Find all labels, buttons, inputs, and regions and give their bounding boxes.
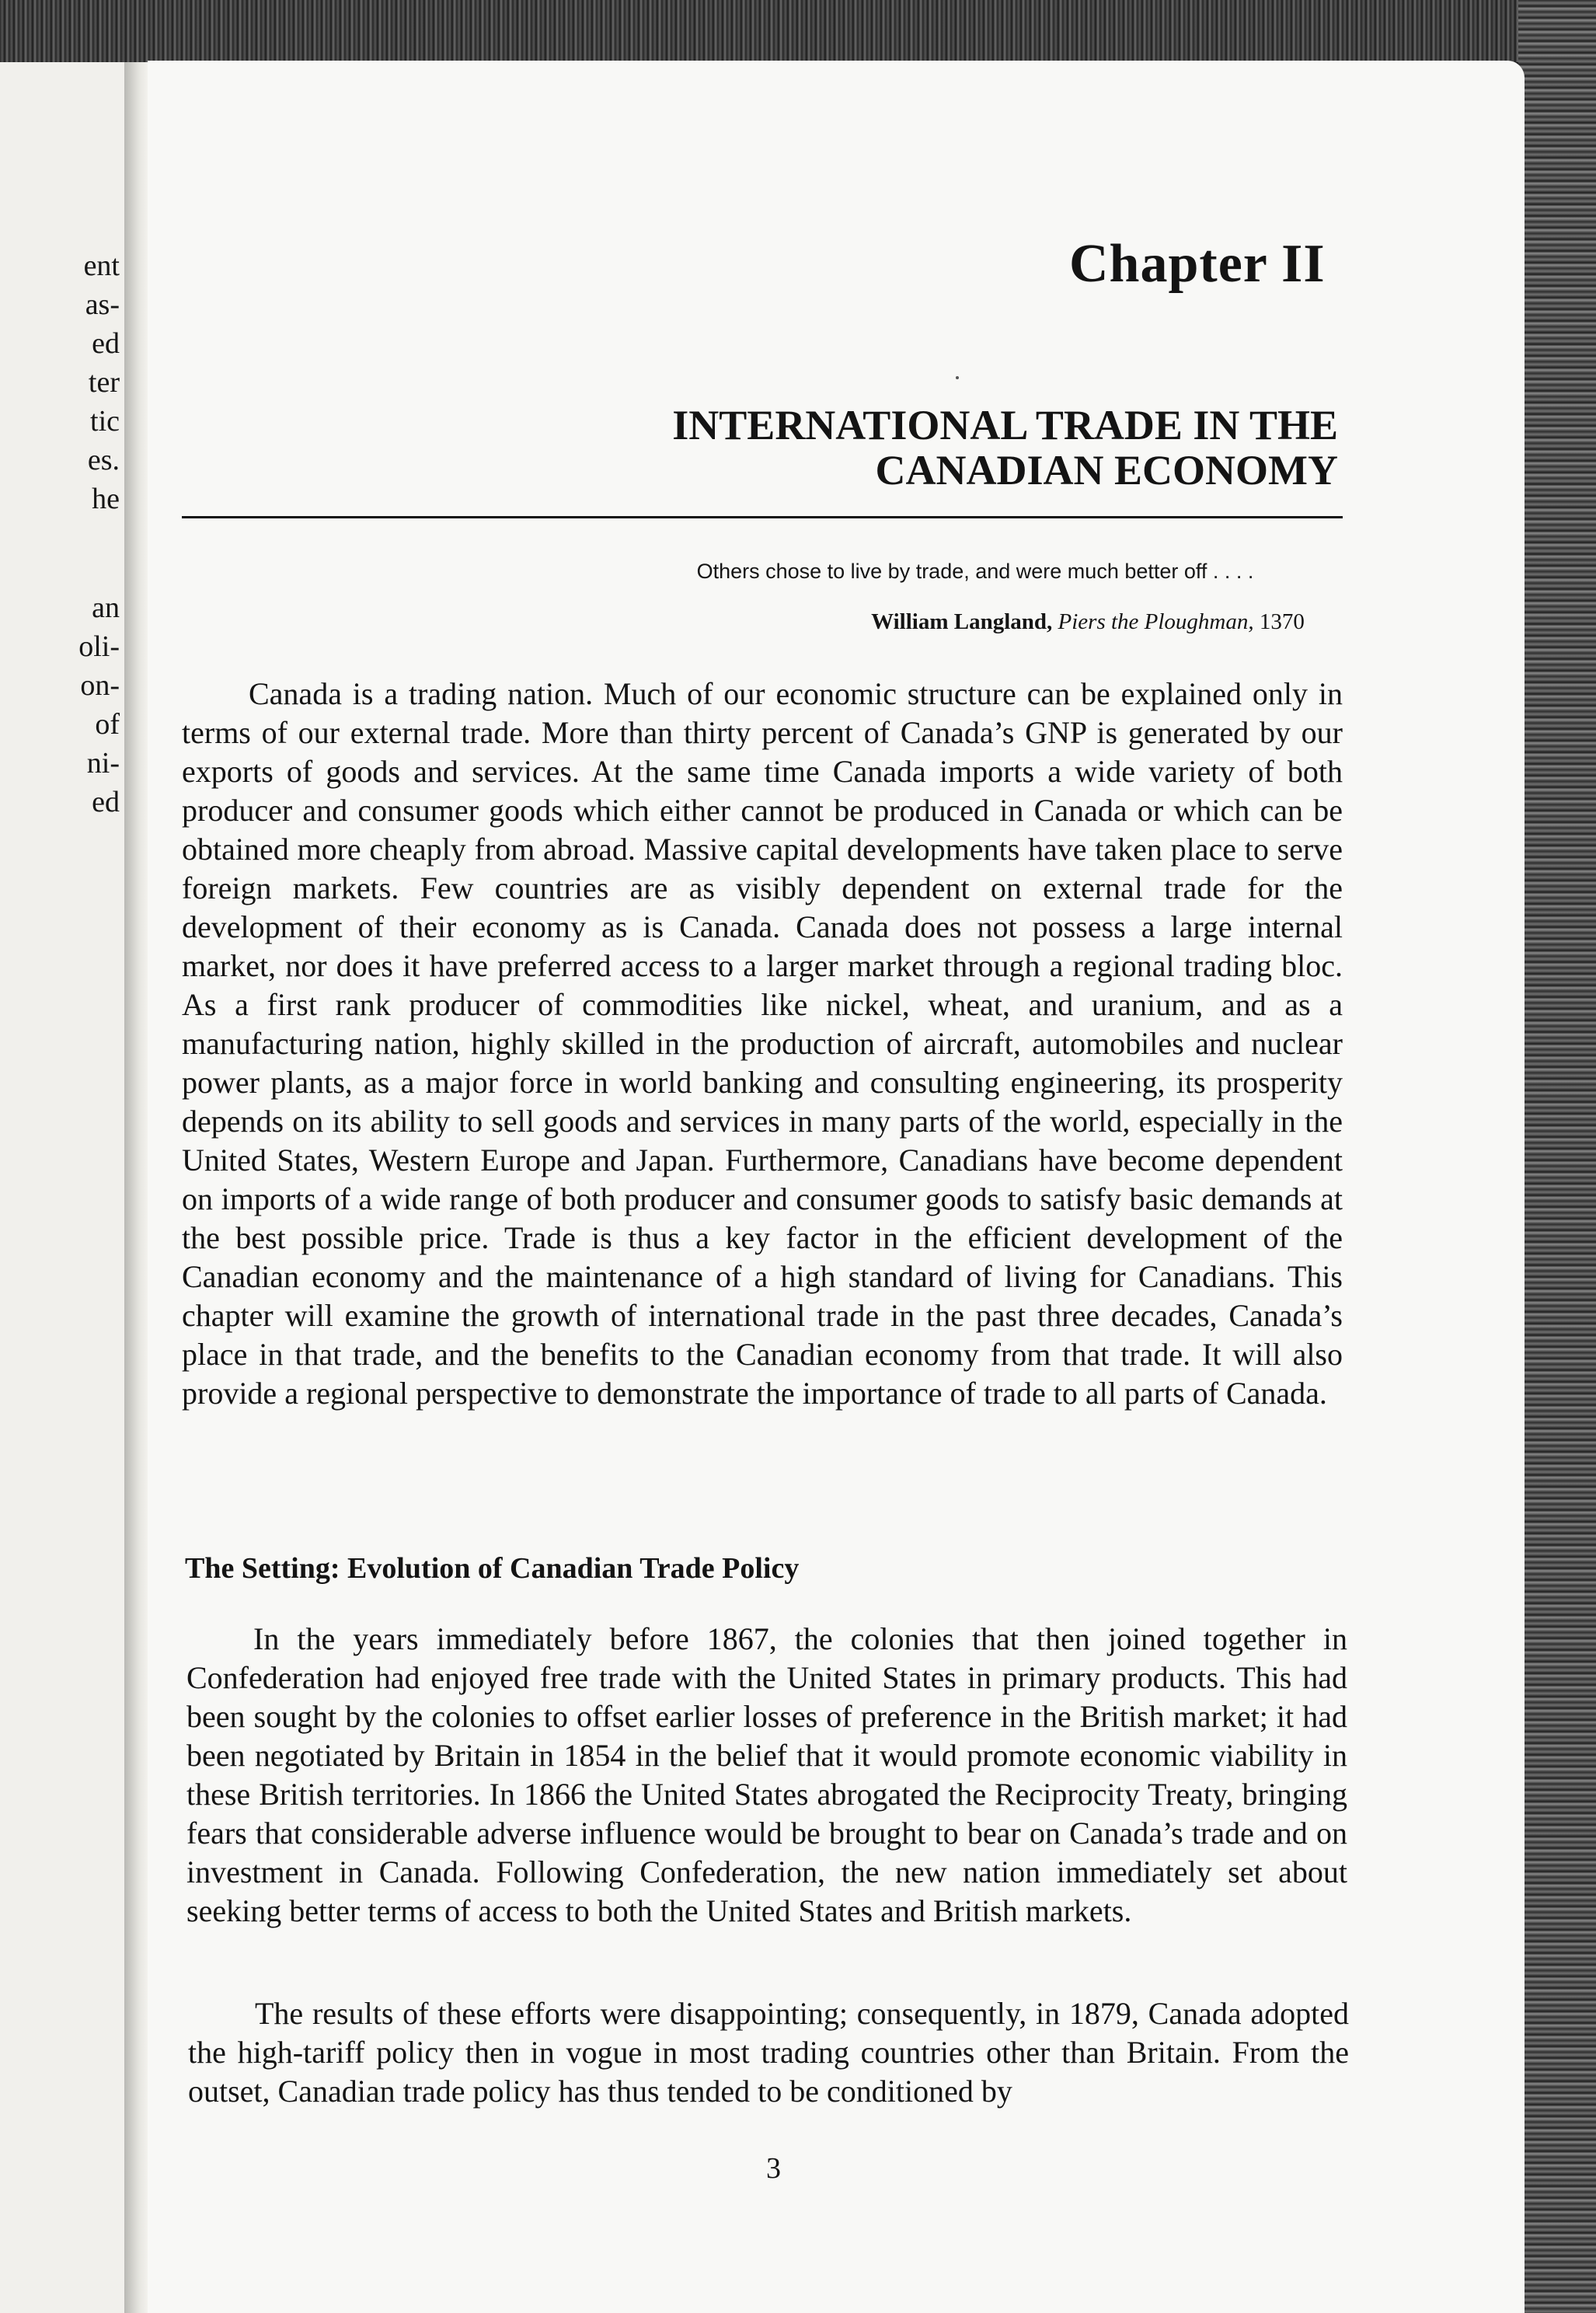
left-page-fragment: oli-	[78, 630, 120, 663]
left-page-fragment: on-	[80, 669, 120, 702]
title-divider	[182, 516, 1343, 518]
epigraph-work: Piers the Ploughman,	[1058, 609, 1254, 634]
left-page-fragment: as-	[85, 288, 120, 321]
left-page-fragment: es.	[87, 444, 120, 476]
book-gutter	[124, 62, 149, 2313]
page-number: 3	[766, 2152, 781, 2185]
left-page-fragment: he	[92, 483, 120, 515]
scan-speck	[956, 376, 959, 379]
left-page-fragment: ent	[83, 249, 120, 282]
left-page-fragment: an	[92, 591, 120, 624]
body-paragraph-2: In the years immediately before 1867, the colonies that then joined together in Confederation had enjoyed free trade with the United States in primary products. This had been sought by the colonies to offset earlier losses of preference in the British market; it had been negotiated by Britain in 1854 in the belief that it would promote economic viability in these British territories. In 1866 the United States abrogated the Reciprocity Treaty, bringing fears that considerable adverse influence would be brought to bear on Canada’s trade and on investment in Canada. Following Confederation, the new nation immediately set about seeking better terms of access to both the United States and British markets.	[186, 1621, 1347, 1928]
book-page	[148, 61, 1525, 2313]
epigraph-attribution	[754, 609, 1422, 635]
facing-page-left	[0, 62, 131, 2313]
left-page-fragment: of	[95, 708, 120, 741]
epigraph-quote: Others chose to live by trade, and were much better off . . . .	[696, 560, 1254, 583]
epigraph-year: 1370	[1259, 609, 1305, 634]
body-paragraph-3: The results of these efforts were disappointing; consequently, in 1879, Canada adopted the high-tariff policy then in vogue in most trading countries other than Britain. From the outset, Canadian trade policy has thus tended to be conditioned by	[188, 1996, 1349, 2109]
chapter-number: Chapter II	[1069, 234, 1326, 294]
left-page-fragment: ter	[88, 366, 120, 399]
left-page-fragment: tic	[90, 405, 120, 438]
left-page-fragment: ni-	[86, 747, 120, 780]
section-heading: The Setting: Evolution of Canadian Trade Policy	[185, 1552, 800, 1585]
chapter-title: INTERNATIONAL TRADE IN THE CANADIAN ECONOMY	[672, 402, 1338, 494]
scan-border-right	[1518, 0, 1596, 2313]
epigraph-author: William Langland,	[871, 609, 1053, 634]
scan-border-top	[0, 0, 1596, 62]
body-paragraph-1: Canada is a trading nation. Much of our economic structure can be explained only in terms of our external trade. More than thirty percent of Canada’s GNP is generated by our exports of goods and services. At the same time Canada imports a wide variety of both producer and consumer goods which either cannot be produced in Canada or which can be obtained more cheaply from abroad. Massive capital developments have taken place to serve foreign markets. Few countries are as visibly dependent on external trade for the development of their economy as is Canada. Canada does not possess a large internal market, nor does it have preferred access to a larger market through a regional trading bloc. As a first rank producer of commodities like nickel, wheat, and uranium, and as a manufacturing nation, highly skilled in the production of aircraft, automobiles and nuclear power plants, as a major force in world banking and consulting engineering, its prosperity depends on its ability to sell goods and services in many parts of the world, especially in the United States, Western Europe and Japan. Furthermore, Canadians have become dependent on imports of a wide range of both producer and consumer goods to satisfy basic demands at the best possible price. Trade is thus a key factor in the efficient development of the Canadian economy and the maintenance of a high standard of living for Canadians. This chapter will examine the growth of international trade in the past three decades, Canada’s place in that trade, and the benefits to the Canadian economy from that trade. It will also provide a regional perspective to demonstrate the importance of trade to all parts of Canada.	[182, 676, 1343, 1411]
left-page-fragment: ed	[92, 786, 120, 818]
left-page-fragment: ed	[92, 327, 120, 360]
